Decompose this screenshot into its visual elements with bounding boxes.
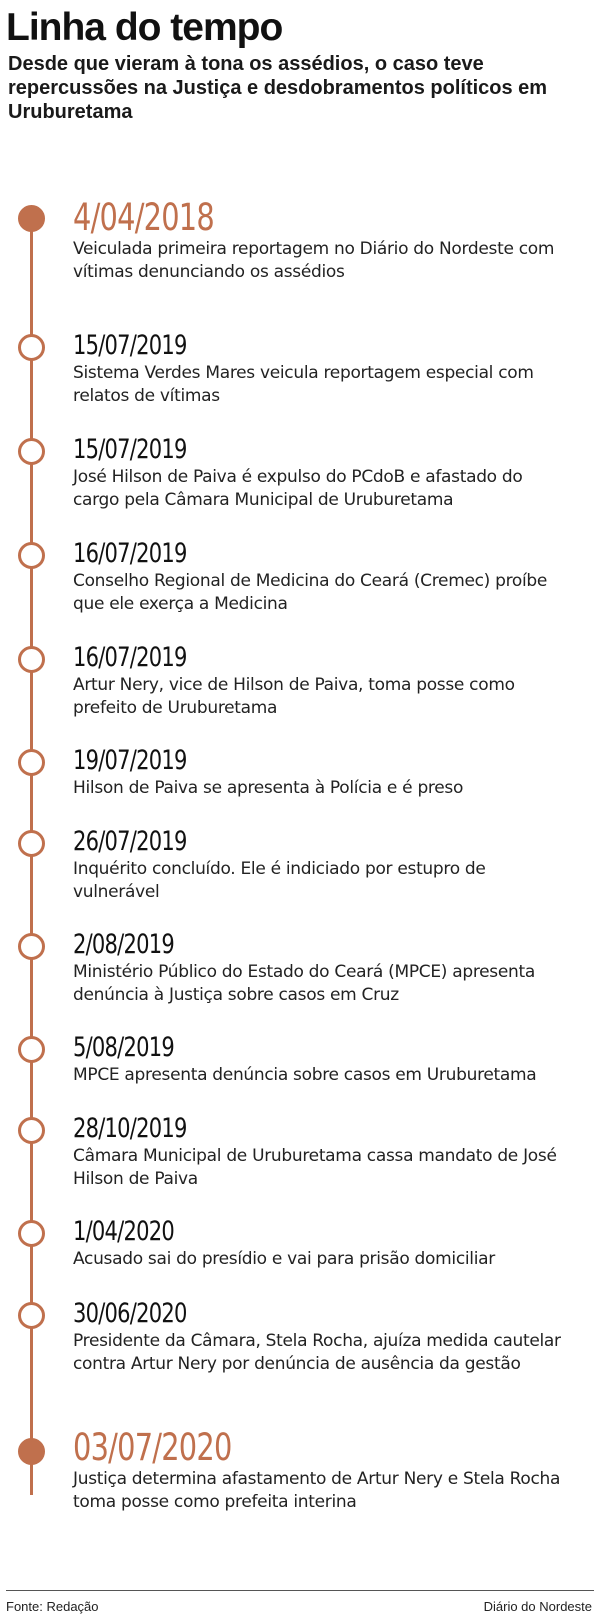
event-date: 30/06/2020 — [73, 1298, 187, 1329]
event-description: Justiça determina afastamento de Artur Nery e Stela Rocha toma posse como prefeita interina — [73, 1469, 561, 1512]
timeline-marker — [18, 1117, 45, 1144]
event-description: José Hilson de Paiva é expulso do PCdoB e afastado do cargo pela Câmara Municipal de Uruburetama — [73, 467, 523, 510]
footer-source: Fonte: Redação — [6, 1599, 99, 1614]
footer-divider — [6, 1590, 594, 1591]
timeline-marker — [18, 438, 45, 465]
event-description: Acusado sai do presídio e vai para prisão domiciliar — [73, 1249, 495, 1269]
page-title: Linha do tempo — [6, 6, 283, 49]
timeline-marker — [18, 334, 45, 361]
event-description: Hilson de Paiva se apresenta à Polícia e é preso — [73, 778, 464, 798]
event-description: Ministério Público do Estado do Ceará (MPCE) apresenta denúncia à Justiça sobre casos em Cruz — [73, 962, 535, 1005]
event-date: 15/07/2019 — [73, 330, 187, 361]
event-description: Conselho Regional de Medicina do Ceará (Cremec) proíbe que ele exerça a Medicina — [73, 571, 548, 614]
timeline-marker — [18, 1302, 45, 1329]
timeline-event — [73, 1298, 593, 1376]
event-date: 2/08/2019 — [73, 929, 174, 960]
timeline-event — [73, 1216, 593, 1271]
event-description: Inquérito concluído. Ele é indiciado por estupro de vulnerável — [73, 859, 486, 902]
event-description: Veiculada primeira reportagem no Diário do Nordeste com vítimas denunciando os assédios — [73, 239, 555, 282]
timeline-marker — [18, 749, 45, 776]
timeline-marker — [18, 933, 45, 960]
event-date: 19/07/2019 — [73, 745, 187, 776]
event-date: 16/07/2019 — [73, 642, 187, 673]
timeline-event — [73, 826, 593, 904]
timeline-event — [73, 538, 593, 616]
timeline-event — [73, 198, 593, 284]
event-description: Sistema Verdes Mares veicula reportagem especial com relatos de vítimas — [73, 363, 534, 406]
event-description: Artur Nery, vice de Hilson de Paiva, toma posse como prefeito de Uruburetama — [73, 675, 515, 718]
event-description: Câmara Municipal de Uruburetama cassa mandato de José Hilson de Paiva — [73, 1146, 557, 1189]
event-description: Presidente da Câmara, Stela Rocha, ajuíza medida cautelar contra Artur Nery por denúncia de ausência da gestão — [73, 1331, 561, 1374]
timeline-event — [73, 1428, 593, 1514]
timeline-marker — [18, 542, 45, 569]
timeline-event — [73, 929, 593, 1007]
footer-brand: Diário do Nordeste — [483, 1599, 592, 1614]
event-date: 5/08/2019 — [73, 1032, 174, 1063]
timeline-marker — [18, 1036, 45, 1063]
timeline-marker — [18, 646, 45, 673]
event-date: 28/10/2019 — [73, 1113, 187, 1144]
timeline-marker — [18, 830, 45, 857]
event-date: 03/07/2020 — [73, 1426, 232, 1469]
timeline-marker — [18, 1220, 45, 1247]
timeline-marker-filled — [18, 205, 45, 232]
timeline-event — [73, 1032, 593, 1087]
timeline-event — [73, 1113, 593, 1191]
timeline-event — [73, 330, 593, 408]
page-subtitle: Desde que vieram à tona os assédios, o caso teve repercussões na Justiça e desdobramentos políticos em Uruburetama — [8, 53, 548, 123]
event-description: MPCE apresenta denúncia sobre casos em Uruburetama — [73, 1065, 537, 1085]
event-date: 16/07/2019 — [73, 538, 187, 569]
timeline-event — [73, 642, 593, 720]
timeline-event — [73, 745, 593, 800]
timeline-marker-filled — [18, 1438, 45, 1465]
event-date: 15/07/2019 — [73, 434, 187, 465]
timeline-event — [73, 434, 593, 512]
event-date: 1/04/2020 — [73, 1216, 174, 1247]
event-date: 26/07/2019 — [73, 826, 187, 857]
event-date: 4/04/2018 — [73, 196, 214, 239]
